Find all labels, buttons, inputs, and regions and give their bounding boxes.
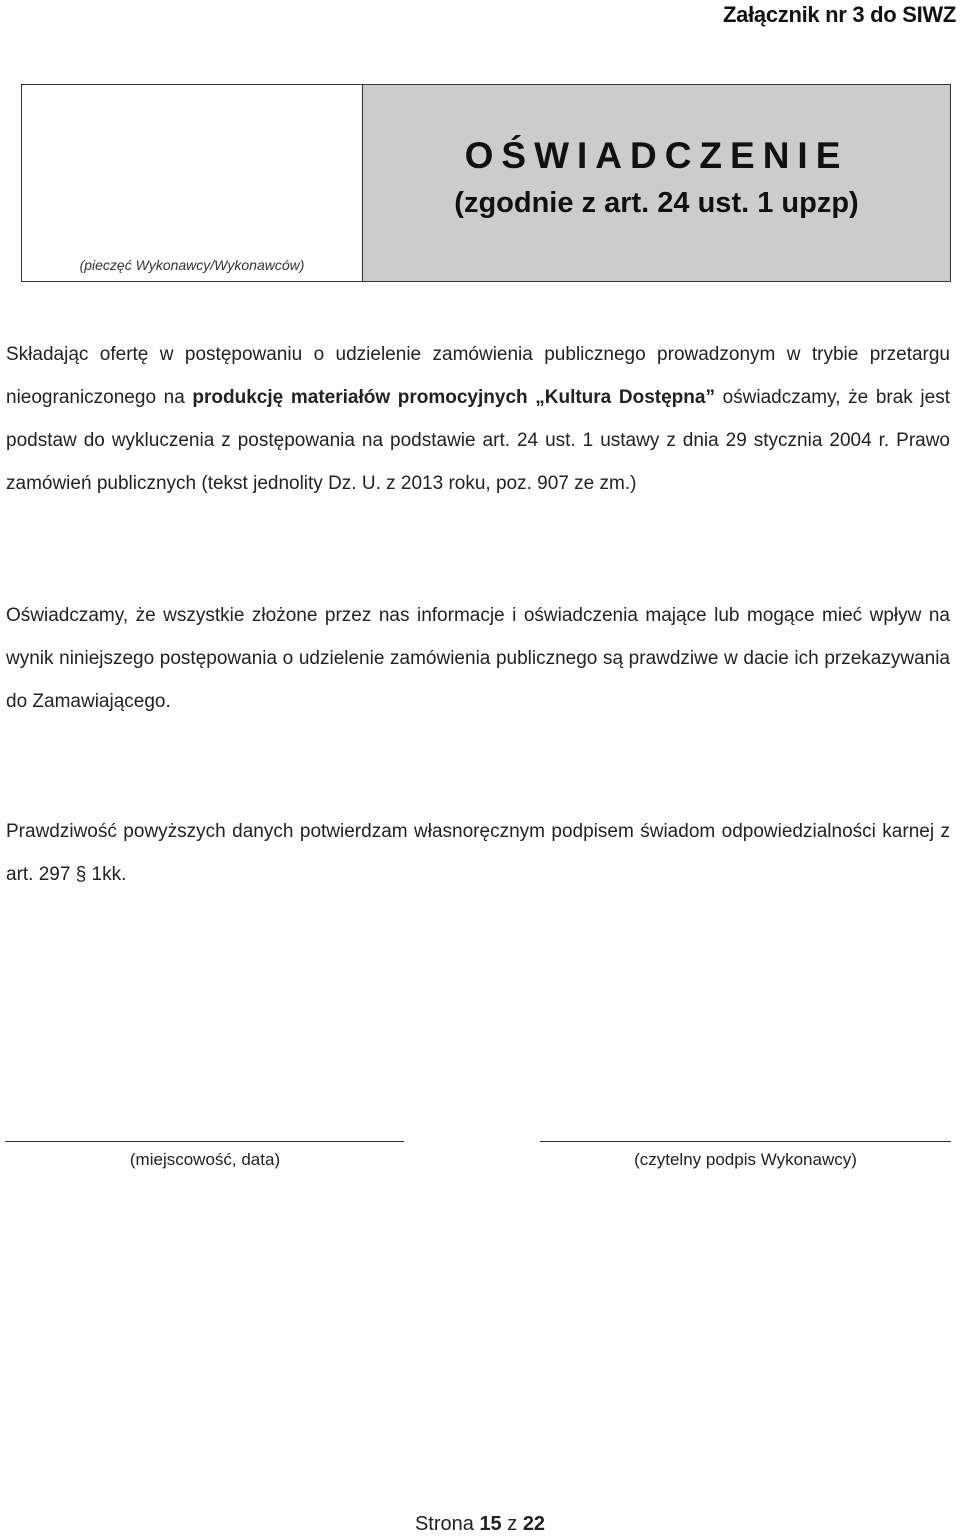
attachment-label: Załącznik nr 3 do SIWZ xyxy=(723,2,956,27)
truthfulness-paragraph: Oświadczamy, że wszystkie złożone przez nas informacje i oświadczenia mające lub mogące mieć wpływ na wynik niniejszego postępowania o udzielenie zamówienia publicznego są prawdziwe w dacie ich przekazywania do Zamawiającego. xyxy=(6,605,950,712)
declaration-text-end: oświadczamy, że brak jest podstaw do wykluczenia z postępowania na podstawie art. 24 ust. 1 ustawy z dnia 29 stycznia 2004 r. Prawo zamówień publicznych (tekst jednolity Dz. U. z 2013 roku, poz. 907 ze zm.) xyxy=(6,387,950,494)
page-separator: z xyxy=(507,1513,518,1535)
procurement-subject: produkcję materiałów promocyjnych „Kultura Dostępna” xyxy=(192,387,715,408)
document-subtitle: (zgodnie z art. 24 ust. 1 upzp) xyxy=(454,187,859,219)
declaration-text-start: Składając ofertę w postępowaniu o udzielenie zamówienia publicznego prowadzonym w trybie przetargu nieograniczonego na xyxy=(6,344,950,408)
page-prefix: Strona xyxy=(414,1513,474,1535)
place-date-label: (miejscowość, data) xyxy=(129,1150,281,1169)
page-current: 15 xyxy=(479,1513,502,1535)
stamp-label: (pieczęć Wykonawcy/Wykonawców) xyxy=(79,257,305,273)
signature-line xyxy=(540,1141,951,1142)
page-total: 22 xyxy=(522,1513,546,1535)
page-number xyxy=(0,1513,960,1536)
document-title: OŚWIADCZENIE xyxy=(464,135,849,176)
liability-paragraph: Prawdziwość powyższych danych potwierdzam własnoręcznym podpisem świadom odpowiedzialności karnej z art. 297 § 1kk. xyxy=(6,821,950,885)
title-area xyxy=(363,85,950,281)
place-date-line xyxy=(5,1141,404,1142)
header-box xyxy=(21,84,951,282)
declaration-paragraph xyxy=(6,333,950,505)
signature-label: (czytelny podpis Wykonawcy) xyxy=(634,1150,857,1169)
stamp-area xyxy=(22,85,363,281)
